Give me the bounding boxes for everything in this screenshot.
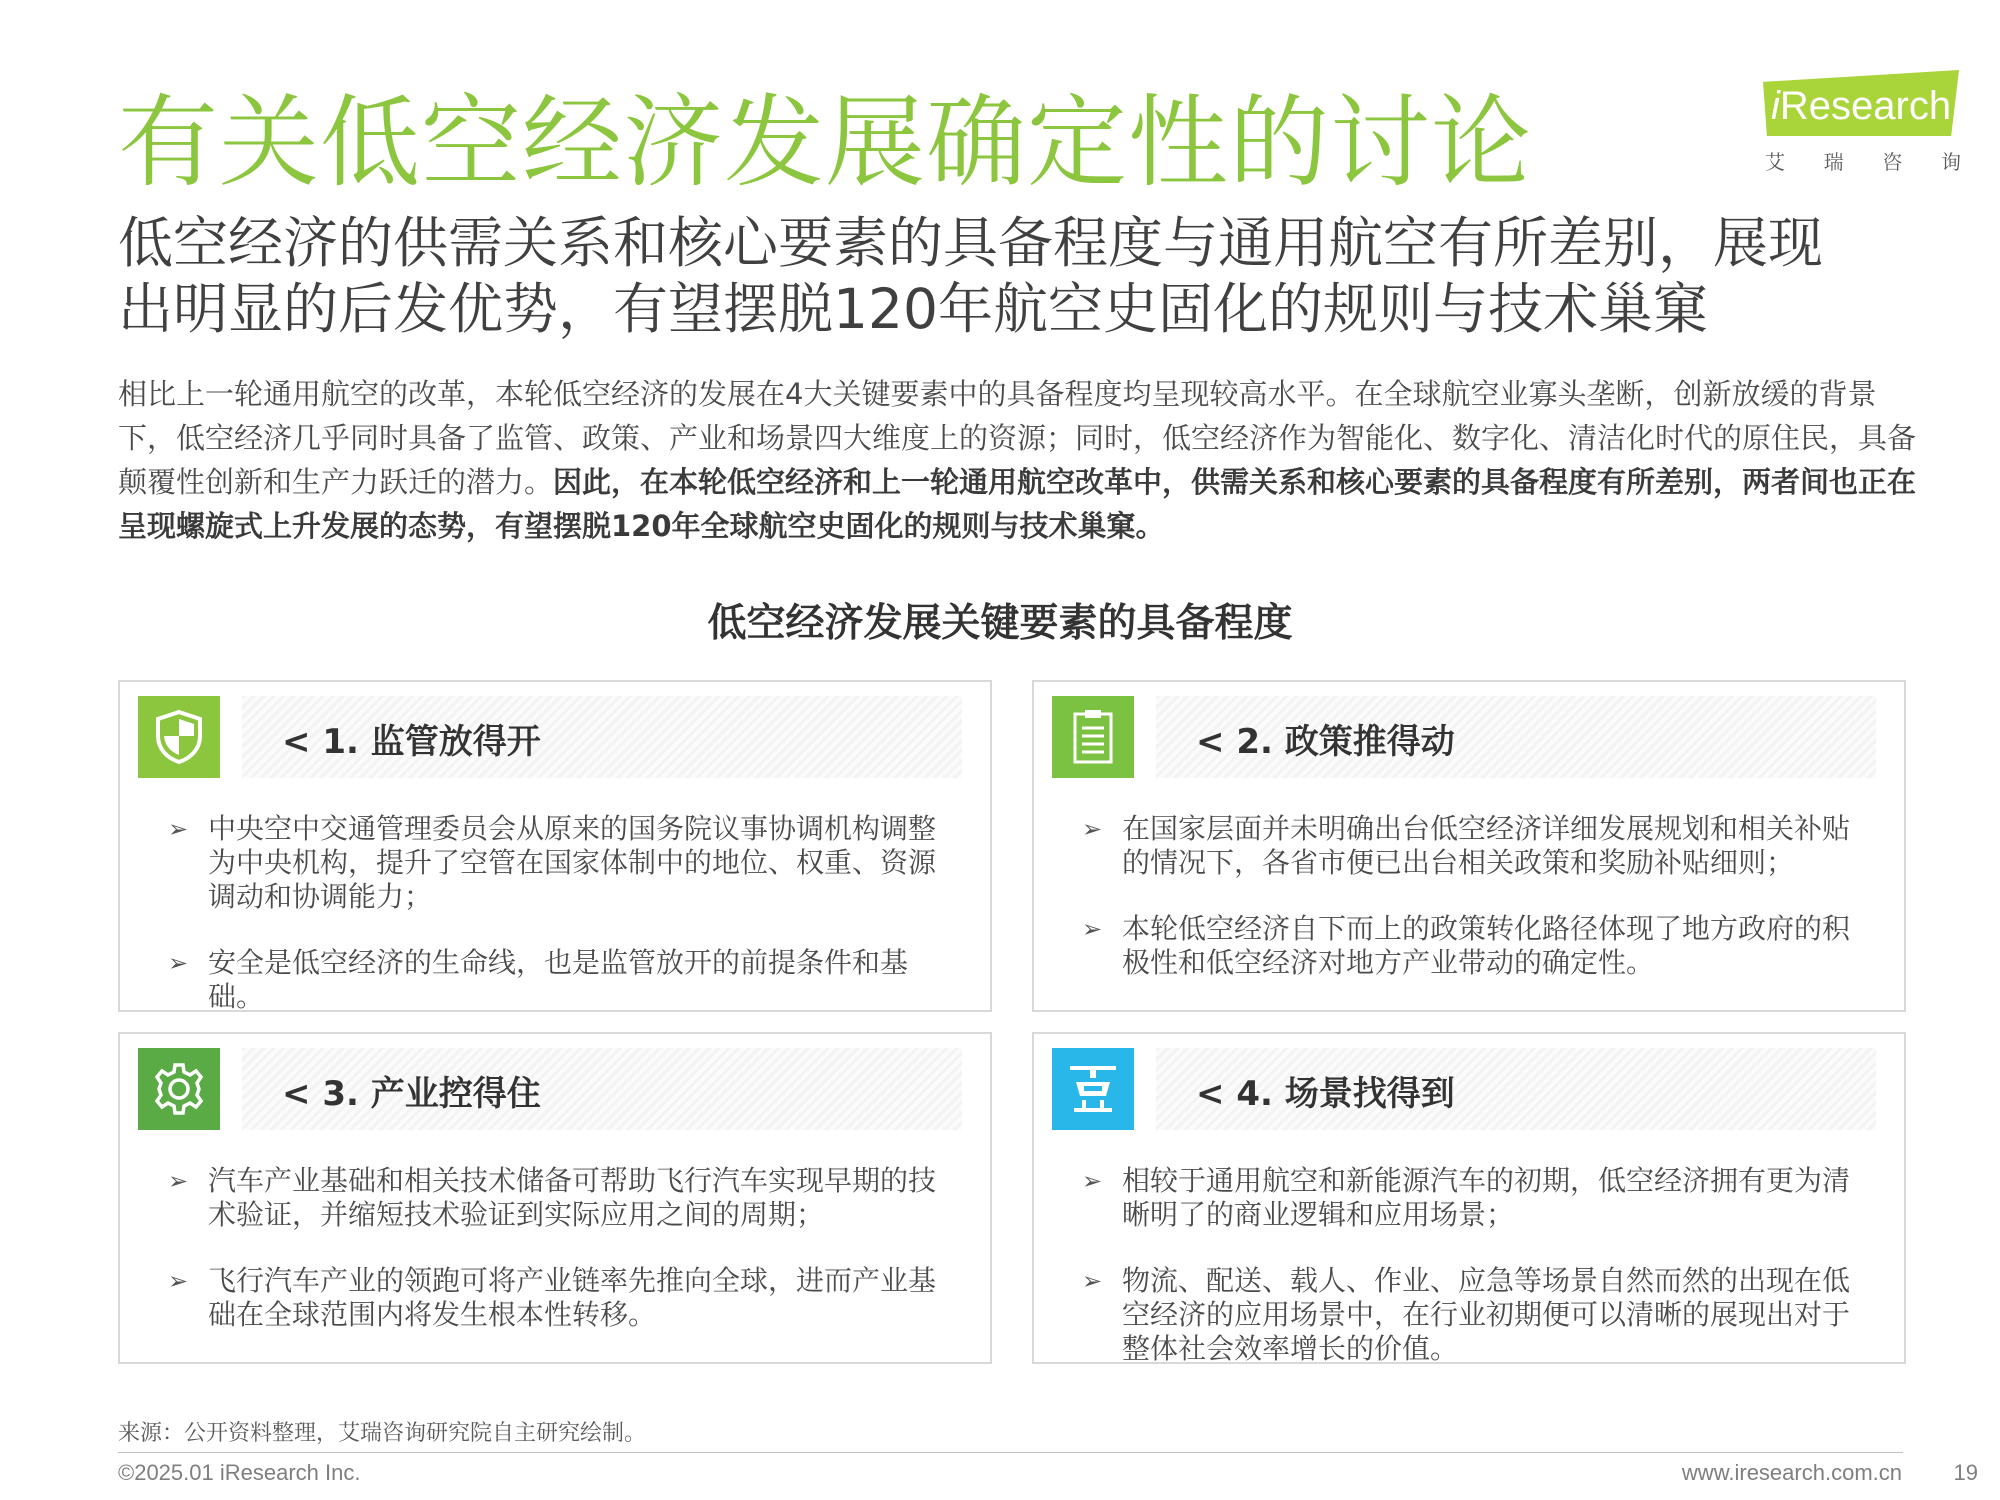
- page-number: 19: [1953, 1460, 1978, 1485]
- copyright: ©2025.01 iResearch Inc.: [118, 1460, 361, 1485]
- bullet-list: [1082, 1164, 1872, 1398]
- page-subtitle: 低空经济的供需关系和核心要素的具备程度与通用航空有所差别，展现 出明显的后发优势，有望摆脱120年航空史固化的规则与技术巢窠: [118, 211, 1824, 341]
- website-url: www.iresearch.com.cn: [1681, 1460, 1902, 1485]
- shield-icon: [138, 696, 220, 778]
- list-item: ➢ 中央空中交通管理委员会从原来的国务院议事协调机构调整为中央机构，提升了空管在国家体制中的地位、权重、资源调动和协调能力；: [168, 812, 958, 914]
- card-heading: < 2. 政策推得动: [1196, 722, 1455, 762]
- list-item: ➢ 汽车产业基础和相关技术储备可帮助飞行汽车实现早期的技术验证，并缩短技术验证到实际应用之间的周期；: [168, 1164, 958, 1232]
- bullet-list: [168, 1164, 958, 1364]
- list-item: ➢ 在国家层面并未明确出台低空经济详细发展规划和相关补贴的情况下，各省市便已出台相关政策和奖励补贴细则；: [1082, 812, 1872, 880]
- list-item: ➢ 相较于通用航空和新能源汽车的初期，低空经济拥有更为清晰明了的商业逻辑和应用场景；: [1082, 1164, 1872, 1232]
- iresearch-logo: [1763, 70, 1963, 174]
- card-heading: < 1. 监管放得开: [282, 722, 541, 762]
- intro-bold-text: 因此，在本轮低空经济和上一轮通用航空改革中，供需关系和核心要素的具备程度有所差别，两者间也正在呈现螺旋式上升发展的态势，有望摆脱120年全球航空史固化的规则与技术巢窠。: [118, 465, 1917, 543]
- intro-normal-text: 相比上一轮通用航空的改革，本轮低空经济的发展在4大关键要素中的具备程度均呈现较高水平。在全球航空业寡头垄断，创新放缓的背景下，低空经济几乎同时具备了监管、政策、产业和场景四大维度上的资源；同时，低空经济作为智能化、数字化、清洁化时代的原住民，具备颠覆性创新和生产力跃迁的潜力。: [118, 377, 1917, 499]
- bullet-list: [1082, 812, 1872, 1012]
- logo-wordmark: iResearch: [1771, 84, 1952, 128]
- document-icon: [1052, 696, 1134, 778]
- intro-paragraph: [118, 372, 1918, 548]
- list-item: ➢ 安全是低空经济的生命线，也是监管放开的前提条件和基础。: [168, 946, 958, 1014]
- page-title: 有关低空经济发展确定性的讨论: [118, 84, 1532, 201]
- card-heading-bar: [242, 1048, 962, 1130]
- footer-divider: [118, 1452, 1903, 1453]
- gear-icon: [138, 1048, 220, 1130]
- card-heading-bar: [1156, 1048, 1876, 1130]
- card-heading: < 3. 产业控得住: [282, 1074, 541, 1114]
- card-regulation: [118, 680, 992, 1012]
- card-industry: [118, 1032, 992, 1364]
- list-item: ➢ 本轮低空经济自下而上的政策转化路径体现了地方政府的积极性和低空经济对地方产业带动的确定性。: [1082, 912, 1872, 980]
- source-note: 来源：公开资料整理，艾瑞咨询研究院自主研究绘制。: [118, 1421, 647, 1446]
- card-heading-bar: [242, 696, 962, 778]
- card-heading-bar: [1156, 696, 1876, 778]
- card-scenario: [1032, 1032, 1906, 1364]
- bullet-list: [168, 812, 958, 1046]
- card-heading: < 4. 场景找得到: [1196, 1074, 1455, 1114]
- section-title: 低空经济发展关键要素的具备程度: [707, 601, 1293, 646]
- card-policy: [1032, 680, 1906, 1012]
- list-item: ➢ 物流、配送、载人、作业、应急等场景自然而然的出现在低空经济的应用场景中，在行业初期便可以清晰的展现出对于整体社会效率增长的价值。: [1082, 1264, 1872, 1366]
- list-item: ➢ 飞行汽车产业的领跑可将产业链率先推向全球，进而产业基础在全球范围内将发生根本性转移。: [168, 1264, 958, 1332]
- drone-icon: [1052, 1048, 1134, 1130]
- logo-chinese-name: 艾 瑞 咨 询: [1765, 150, 1961, 174]
